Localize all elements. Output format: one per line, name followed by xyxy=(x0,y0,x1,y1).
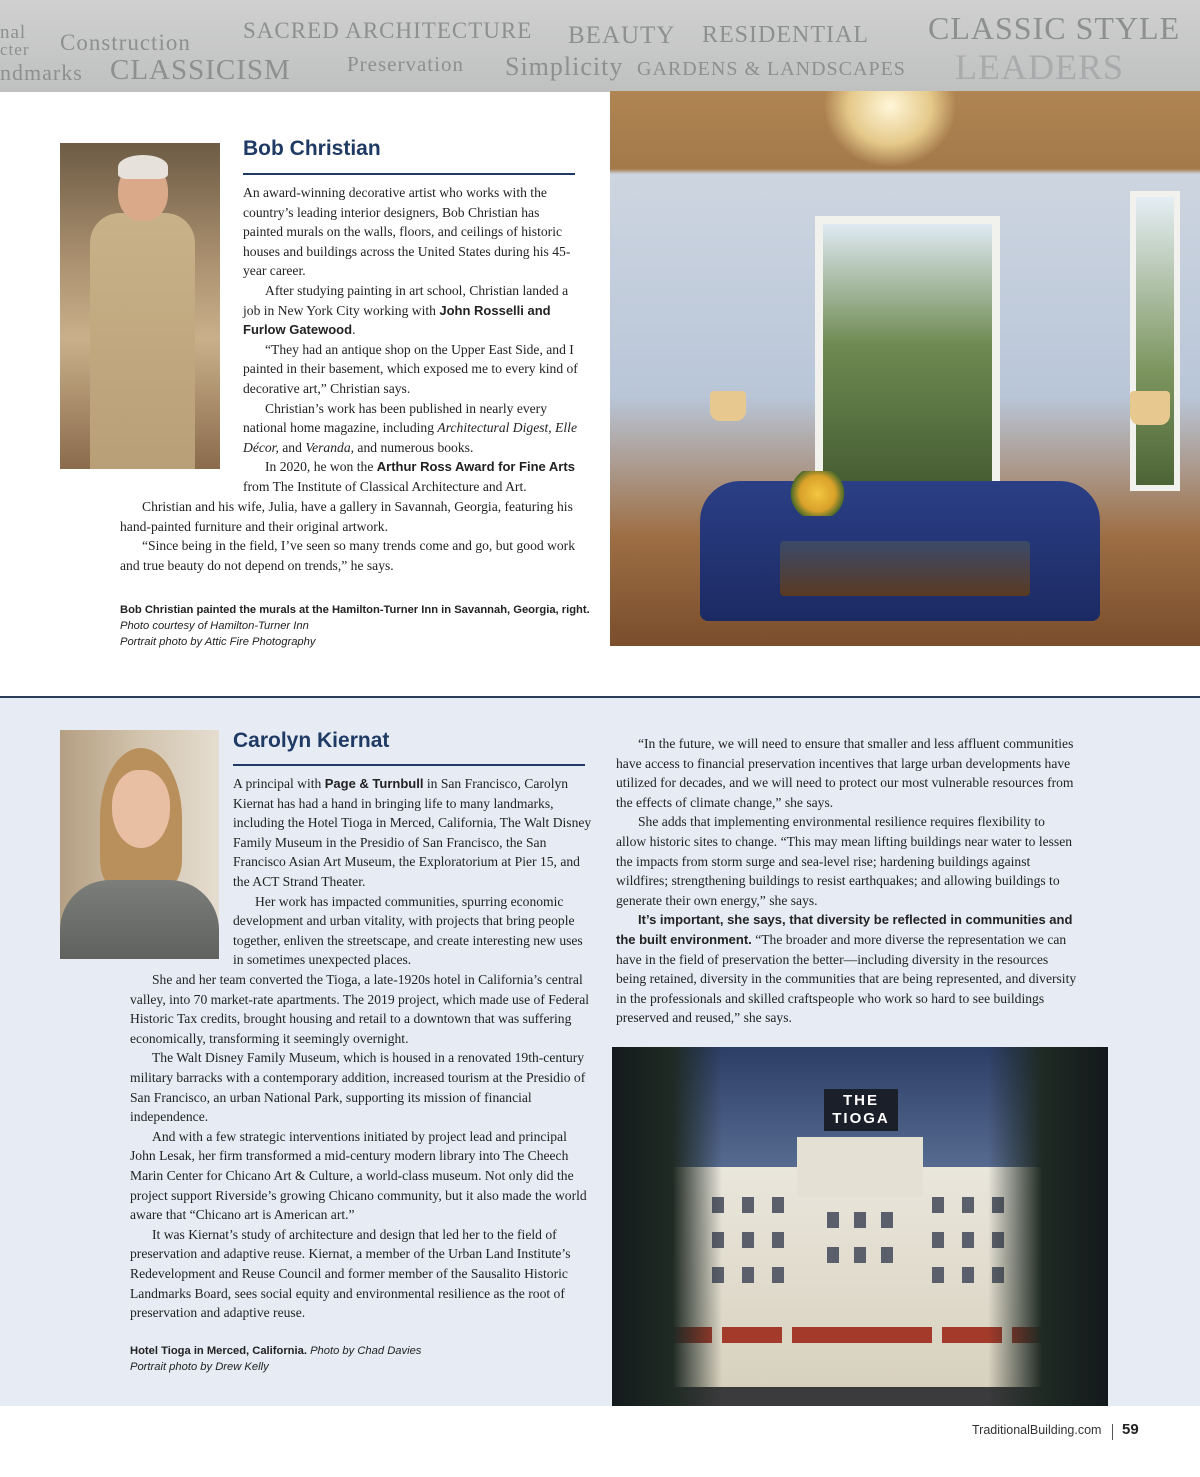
banner-word: RESIDENTIAL xyxy=(702,22,869,48)
article-paragraph xyxy=(130,1127,593,1225)
caption-bold: Hotel Tioga in Merced, California. xyxy=(130,1345,307,1357)
hamilton-turner-inn-photo xyxy=(610,91,1200,646)
caption-credit: Photo by Chad Davies xyxy=(310,1345,422,1357)
banner-word: CLASSICISM xyxy=(110,54,291,86)
bob-christian-bio-top xyxy=(243,183,579,497)
text-run: Christian and his wife, Julia, have a gallery in Savannah, Georgia, featuring his hand-painted furniture and their original artwork. xyxy=(120,499,573,534)
name-underline xyxy=(243,173,575,175)
text-run: Her work has impacted communities, spurring economic development and urban vitality, with projects that bring people together, enliven the streetscape, and create interesting new uses in sometimes unexpected places. xyxy=(233,893,583,968)
text-run: “The broader and more diverse the representation we can have in the field of preservation the better—including diversity in the resources being retained, diversity in the communities that are being represented, and diversity in the professionals and skilled craftspeople who work so hard to see buildings preserved and reused,” she says. xyxy=(616,931,1077,1026)
banner-word: nal xyxy=(0,22,27,43)
bold-text: Page & Turnbull xyxy=(324,776,424,791)
article-paragraph xyxy=(616,812,1078,910)
bob-christian-portrait xyxy=(60,143,220,469)
bob-christian-bio-bottom xyxy=(120,497,579,575)
banner-word: cter xyxy=(0,40,30,59)
text-run: In 2020, he won the xyxy=(265,459,377,475)
name-underline xyxy=(233,764,585,766)
banner-word: Construction xyxy=(60,30,191,55)
italic-text: Architectural Digest, Elle Décor, xyxy=(243,420,577,455)
sign-line: THE xyxy=(843,1092,879,1109)
hotel-tioga-caption xyxy=(130,1343,590,1375)
article-paragraph xyxy=(243,340,579,399)
banner-word: Simplicity xyxy=(505,52,624,81)
banner-word: SACRED ARCHITECTURE xyxy=(243,18,533,43)
text-run: “They had an antique shop on the Upper East Side, and I painted in their basement, which exposed me to every kind of decorative art,” Christian says. xyxy=(243,341,578,396)
bold-text: Arthur Ross Award for Fine Arts xyxy=(376,459,575,475)
banner-word: CLASSIC STYLE xyxy=(928,10,1181,46)
article-paragraph xyxy=(130,1048,593,1126)
text-run: from The Institute of Classical Architecture and Art. xyxy=(243,478,527,494)
article-paragraph xyxy=(130,1225,593,1323)
article-paragraph xyxy=(243,457,579,496)
hotel-tioga-rooftop-sign xyxy=(824,1089,898,1131)
text-run: It was Kiernat’s study of architecture and design that led her to the field of preservation and adaptive reuse. Kiernat, a member of the Urban Land Institute’s Redevelopment and Reuse Council and former member of the Sausalito Historic Landmarks Board, sees social equity and environmental resilience as the root of preservation and adaptive reuse. xyxy=(130,1226,571,1321)
caption-portrait-credit: Portrait photo by Attic Fire Photography xyxy=(120,636,316,648)
text-run: Christian’s work has been published in nearly every national home magazine, including xyxy=(243,400,548,436)
banner-word: Preservation xyxy=(347,52,464,76)
bob-christian-name: Bob Christian xyxy=(243,137,381,160)
caption-portrait-credit: Portrait photo by Drew Kelly xyxy=(130,1361,269,1373)
text-run: and xyxy=(278,439,306,455)
article-paragraph xyxy=(130,970,593,1048)
text-run: She adds that implementing environmental resilience requires flexibility to allow historic sites to change. “This may mean lifting buildings near water to lessen the impacts from storm surge and sea-level rise; hardening buildings against wildfires; strengthening buildings to resist earthquakes; and allowing buildings to generate their own energy,” she says. xyxy=(616,814,1073,908)
article-paragraph xyxy=(233,892,593,970)
sign-line: TIOGA xyxy=(832,1110,890,1127)
bold-text: John Rosselli and Furlow Gatewood xyxy=(243,302,551,338)
carolyn-kiernat-name: Carolyn Kiernat xyxy=(233,729,390,752)
article-paragraph xyxy=(243,399,579,458)
text-run: “In the future, we will need to ensure that smaller and less affluent communities have access to financial preservation incentives that large urban developments have utilized for decades, and we will need to protect our most vulnerable resources from the effects of climate change,” she says. xyxy=(616,736,1074,810)
bold-text: It’s important, she says, that diversity be reflected in communities and the built environment. xyxy=(616,912,1073,947)
text-run: in San Francisco, Carolyn Kiernat has had a hand in bringing life to many landmarks, including the Hotel Tioga in Merced, California, The Walt Disney Family Museum in the Presidio of San Francisco, the San Francisco Asian Art Museum, the Exploratorium at Pier 15, and the ACT Strand Theater. xyxy=(233,776,592,889)
footer-site: TraditionalBuilding.com xyxy=(972,1423,1102,1437)
footer-separator xyxy=(1112,1424,1113,1440)
article-paragraph xyxy=(120,497,579,536)
text-run: . xyxy=(352,322,356,338)
text-run: An award-winning decorative artist who works with the country’s leading interior designers, Bob Christian has painted murals on the walls, floors, and ceilings of historic houses and buildings across the United States during his 45-year career. xyxy=(243,185,571,279)
italic-text: Veranda, xyxy=(305,439,355,455)
text-run: and numerous books. xyxy=(354,439,474,455)
text-run: The Walt Disney Family Museum, which is housed in a renovated 19th-century military barracks with a contemporary addition, increased tourism at the Presidio of San Francisco, an urban National Park, supporting its mission of financial independence. xyxy=(130,1050,586,1125)
article-paragraph xyxy=(243,183,579,281)
text-run: She and her team converted the Tioga, a late-1920s hotel in California’s central valley, into 70 market-rate apartments. The 2019 project, which made use of Federal Historic Tax credits, brought housing and retail to a downtown that was suffering economically, transforming it seemingly overnight. xyxy=(130,972,590,1046)
caption-credit: Photo courtesy of Hamilton-Turner Inn xyxy=(120,620,309,632)
article-paragraph xyxy=(243,281,579,340)
article-paragraph xyxy=(616,910,1078,1028)
banner-word: ndmarks xyxy=(0,60,83,85)
caption-bold: Bob Christian painted the murals at the Hamilton-Turner Inn in Savannah, Georgia, right. xyxy=(120,604,590,616)
text-run: And with a few strategic interventions initiated by project lead and principal John Lesak, her firm transformed a mid-century modern library into The Cheech Marin Center for Chicano Art & Culture, a world-class museum. Not only did the project support Riverside’s growing Chicano community, but it also made the world aware that “Chicano art is American art.” xyxy=(130,1128,587,1223)
carolyn-kiernat-bio-bottom xyxy=(130,970,593,1323)
article-paragraph xyxy=(233,774,593,892)
banner-word: LEADERS xyxy=(955,47,1124,87)
text-run: “Since being in the field, I’ve seen so many trends come and go, but good work and true beauty do not depend on trends,” he says. xyxy=(120,538,576,573)
banner-word: GARDENS & LANDSCAPES xyxy=(637,58,906,80)
carolyn-kiernat-bio-top xyxy=(233,774,593,970)
article-paragraph xyxy=(120,536,579,575)
hotel-tioga-photo xyxy=(612,1047,1108,1406)
banner-word: BEAUTY xyxy=(568,22,676,49)
carolyn-kiernat-portrait xyxy=(60,730,219,959)
article-paragraph xyxy=(616,734,1078,812)
text-run: After studying painting in art school, Christian landed a job in New York City working with xyxy=(243,282,569,318)
carolyn-kiernat-bio-right xyxy=(616,734,1078,1028)
bob-christian-caption xyxy=(120,602,590,650)
text-run: A principal with xyxy=(233,776,325,791)
header-banner xyxy=(0,0,1200,92)
page-number: 59 xyxy=(1122,1421,1139,1438)
